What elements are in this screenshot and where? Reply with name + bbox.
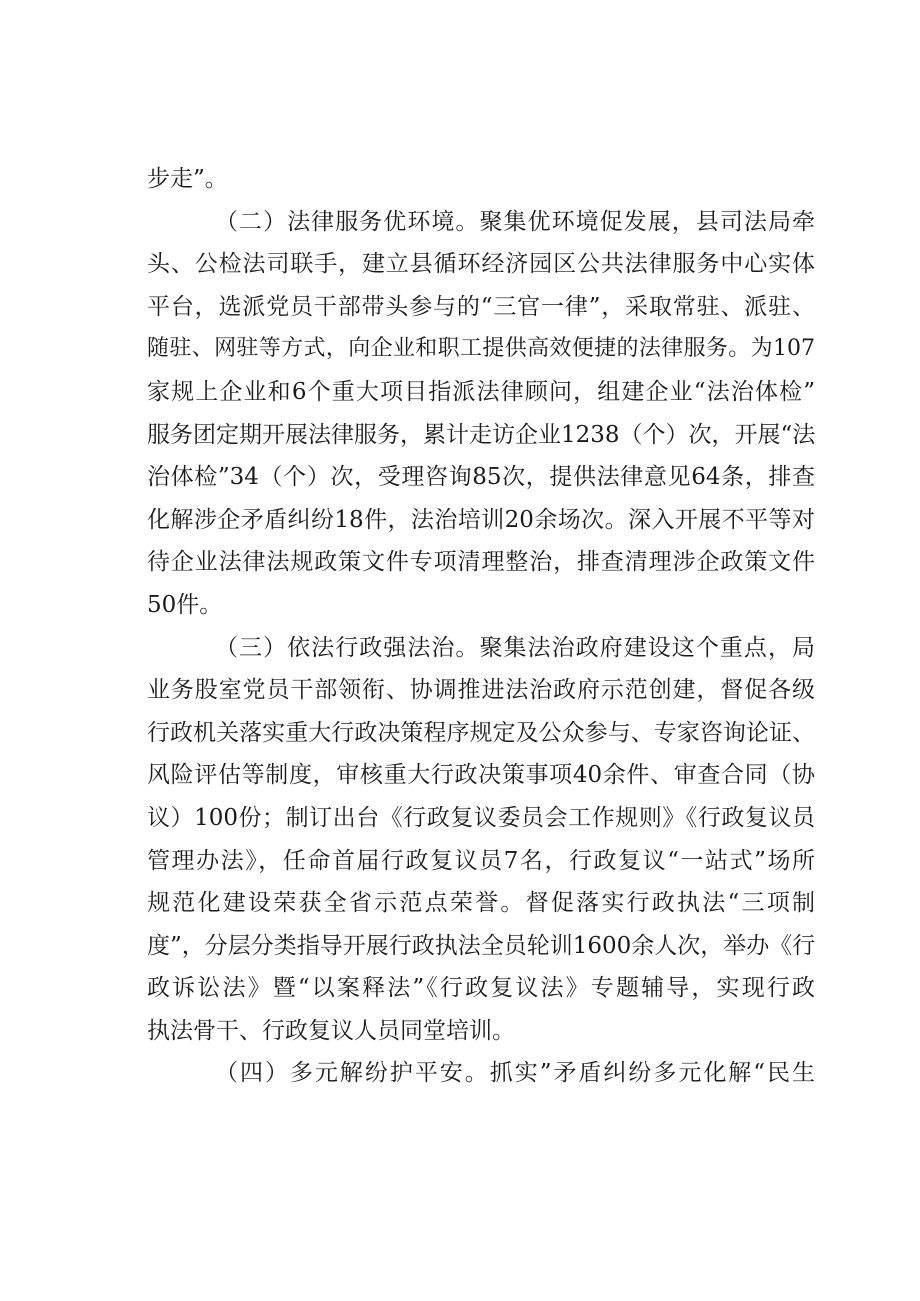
- text-line: 化解涉企矛盾纠纷18件，法治培训20余场次。深入开展不平等对: [147, 506, 815, 533]
- text-line: 行政机关落实重大行政决策程序规定及公众参与、专家咨询论证、: [147, 719, 815, 746]
- text-line: 业务股室党员干部领衔、协调推进法治政府示范创建，督促各级: [147, 677, 815, 704]
- text-line: 待企业法律法规政策文件专项清理整治，排查清理涉企政策文件: [147, 549, 815, 576]
- text-line: 服务团定期开展法律服务，累计走访企业1238（个）次，开展“法: [147, 421, 815, 448]
- text-line: 治体检”34（个）次，受理咨询85次，提供法律意见64条，排查: [147, 464, 815, 491]
- text-line: 随驻、网驻等方式，向企业和职工提供高效便捷的法律服务。为107: [147, 336, 815, 362]
- text-line: 执法骨干、行政复议人员同堂培训。: [147, 1017, 515, 1044]
- text-line: 规范化建设荣获全省示范点荣誉。督促落实行政执法“三项制: [147, 890, 815, 917]
- text-line: 平台，选派党员干部带头参与的“三官一律”，采取常驻、派驻、: [147, 293, 815, 320]
- text-line: 议）100份；制订出台《行政复议委员会工作规则》《行政复议员: [147, 804, 815, 831]
- document-body: [147, 158, 815, 1095]
- text-line: 家规上企业和6个重大项目指派法律顾问，组建企业“法治体检”: [147, 378, 815, 405]
- text-line: 50件。: [147, 591, 223, 618]
- text-line: 风险评估等制度，审核重大行政决策事项40余件、审查合同（协: [147, 762, 815, 789]
- text-line: （二）法律服务优环境。聚集优环境促发展，县司法局牵: [215, 208, 815, 235]
- text-line: 政诉讼法》暨“以案释法”《行政复议法》专题辅导，实现行政: [147, 975, 815, 1002]
- text-line: 度”，分层分类指导开展行政执法全员轮训1600余人次，举办《行: [147, 932, 815, 959]
- text-line: 管理办法》，任命首届行政复议员7名，行政复议“一站式”场所: [147, 847, 815, 874]
- text-line: （三）依法行政强法治。聚集法治政府建设这个重点，局: [215, 634, 815, 661]
- text-line: 步走”。: [147, 166, 228, 192]
- text-line: 头、公检法司联手，建立县循环经济园区公共法律服务中心实体: [147, 251, 815, 278]
- text-line: （四）多元解纷护平安。抓实”矛盾纠纷多元化解“民生: [215, 1060, 815, 1087]
